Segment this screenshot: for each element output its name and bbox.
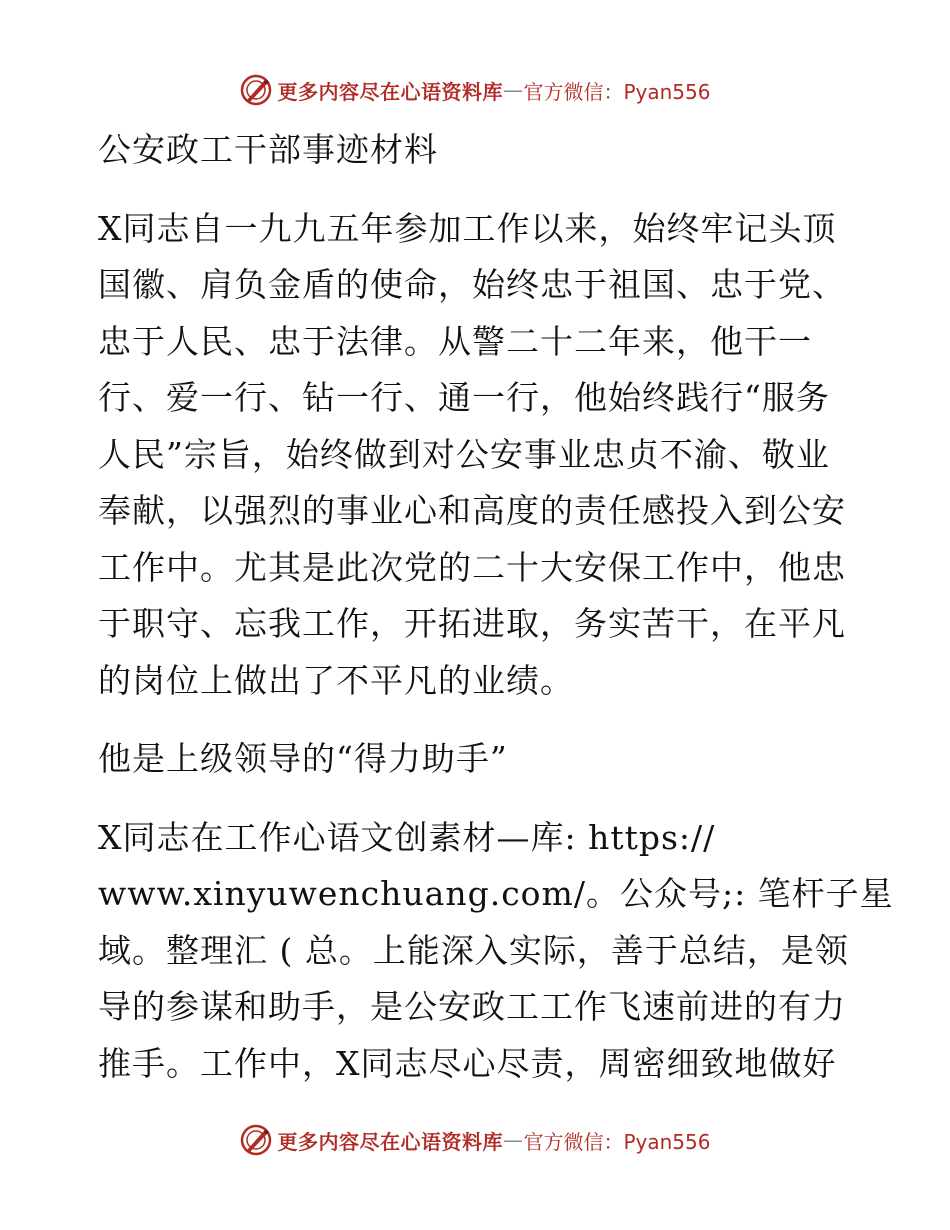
text-line: 的岗位上做出了不平凡的业绩。	[98, 660, 574, 700]
header-watermark	[0, 70, 950, 110]
text-line: 域。整理汇 ( 总。上能深入实际，善于总结，是领	[98, 930, 849, 970]
watermark-dash: —	[502, 78, 524, 102]
text-line: 于职守、忘我工作，开拓进取，务实苦干，在平凡	[98, 604, 846, 643]
text-line: www.xinyuwenchuang.com/。公众号;: 笔杆子星	[98, 874, 894, 913]
document-body	[98, 122, 894, 1092]
text-line: 工作中。尤其是此次党的二十大安保工作中，他忠	[98, 547, 846, 587]
text-line: 忠于人民、忠于法律。从警二十二年来，他干一	[98, 321, 812, 361]
watermark-contact: 官方微信：Pyan556	[523, 79, 711, 104]
watermark-dash: —	[502, 1128, 524, 1152]
text-line: 行、爱一行、钻一行、通一行，他始终践行“服务	[98, 378, 830, 417]
paragraph-2	[98, 810, 894, 1093]
watermark-contact: 官方微信：Pyan556	[523, 1129, 711, 1154]
spacer	[98, 788, 852, 810]
text-line: 人民”宗旨，始终做到对公安事业忠贞不渝、敬业	[98, 434, 830, 474]
text-line: 国徽、肩负金盾的使命，始终忠于祖国、忠于党、	[98, 265, 846, 304]
text-line: X同志在工作心语文创素材—库: https://	[98, 817, 716, 857]
spacer	[98, 709, 852, 731]
section-heading: 他是上级领导的“得力助手”	[98, 739, 508, 778]
watermark-main-text: 更多内容尽在心语资料库	[277, 79, 503, 104]
paragraph-1	[98, 201, 852, 710]
document-title: 公安政工干部事迹材料	[98, 130, 438, 169]
pen-logo-icon	[239, 1123, 273, 1157]
text-line: X同志自一九九五年参加工作以来，始终牢记头顶	[98, 208, 837, 248]
pen-logo-icon	[239, 73, 273, 107]
text-line: 推手。工作中，X同志尽心尽责，周密细致地做好	[98, 1043, 837, 1083]
text-line: 奉献，以强烈的事业心和高度的责任感投入到公安	[98, 491, 846, 530]
text-line: 导的参谋和助手，是公安政工工作飞速前进的有力	[98, 987, 846, 1026]
watermark-main-text: 更多内容尽在心语资料库	[277, 1129, 503, 1154]
spacer	[98, 179, 852, 201]
footer-watermark	[0, 1120, 950, 1160]
